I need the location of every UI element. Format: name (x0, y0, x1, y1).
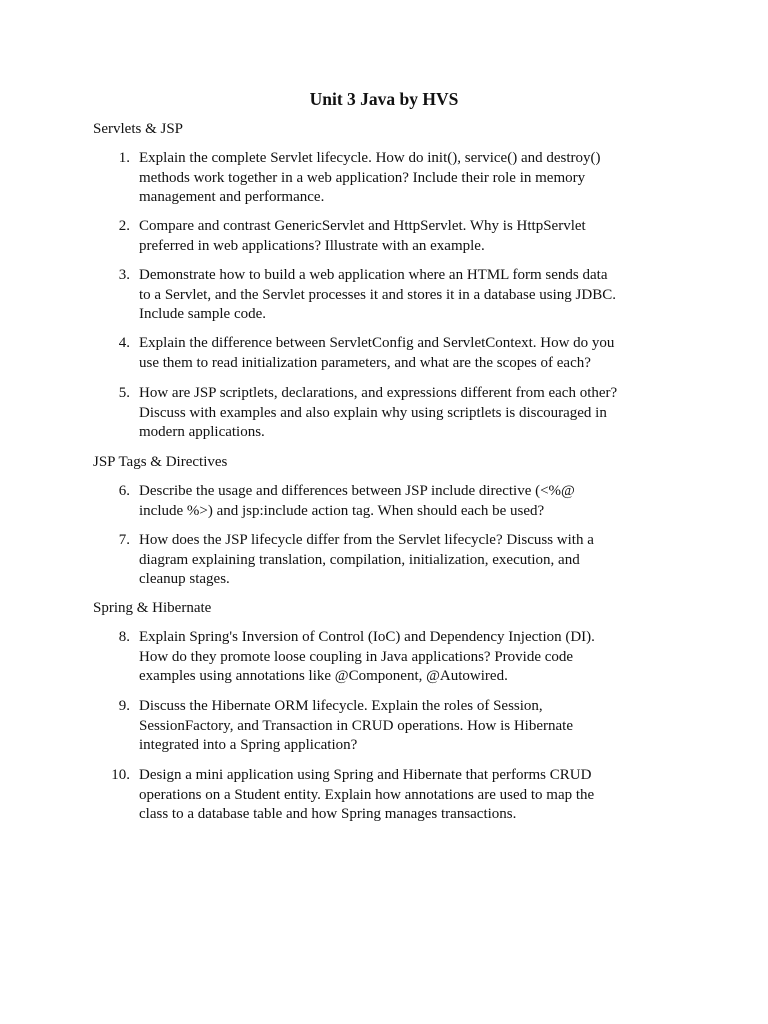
question-line: Include sample code. (139, 306, 267, 322)
question-number: 4. (118, 335, 130, 351)
question-number: 9. (118, 698, 130, 714)
question-line: Demonstrate how to build a web application where an HTML form sends data (139, 267, 608, 283)
question-text (139, 697, 684, 756)
question-line: include %>) and jsp:include action tag. When should each be used? (139, 502, 545, 519)
question-line: Compare and contrast GenericServlet and HttpServlet. Why is HttpServlet (139, 218, 586, 234)
question-line: Explain Spring's Inversion of Control (IoC) and Dependency Injection (DI). (139, 629, 595, 645)
question-text (139, 482, 684, 521)
question-line: class to a database table and how Spring manages transactions. (139, 806, 517, 822)
question-text (139, 334, 684, 373)
question-line: diagram explaining translation, compilation, initialization, execution, and (139, 551, 580, 568)
section-heading-servlets-jsp: Servlets & JSP (93, 121, 184, 137)
question-line: Discuss the Hibernate ORM lifecycle. Explain the roles of Session, (139, 698, 543, 714)
question-line: operations on a Student entity. Explain how annotations are used to map the (139, 786, 595, 803)
question-line: Describe the usage and differences between JSP include directive (<%@ (139, 483, 575, 499)
question-number: 8. (118, 629, 130, 645)
question-line: use them to read initialization parameters, and what are the scopes of each? (139, 354, 591, 371)
question-line: management and performance. (139, 189, 325, 205)
question-line: Explain the difference between ServletConfig and ServletContext. How do you (139, 335, 615, 351)
question-number: 2. (118, 218, 130, 234)
page-title: Unit 3 Java by HVS (309, 89, 459, 109)
question-number: 7. (118, 532, 130, 548)
question-line: Discuss with examples and also explain why using scriptlets is discouraged in (139, 404, 607, 421)
question-line: preferred in web applications? Illustrate with an example. (139, 237, 485, 254)
question-text (139, 766, 684, 825)
question-line: How are JSP scriptlets, declarations, and expressions different from each other? (139, 385, 618, 401)
question-line: cleanup stages. (139, 571, 230, 587)
question-text (139, 217, 684, 256)
question-text (139, 628, 684, 687)
question-text (139, 266, 684, 325)
question-number: 6. (118, 483, 130, 499)
question-line: Explain the complete Servlet lifecycle. How do init(), service() and destroy() (139, 150, 601, 166)
question-line: examples using annotations like @Component, @Autowired. (139, 668, 508, 684)
question-line: Design a mini application using Spring and Hibernate that performs CRUD (139, 767, 592, 783)
question-number: 3. (118, 267, 130, 283)
question-text (139, 149, 684, 208)
question-line: modern applications. (139, 424, 265, 440)
question-line: to a Servlet, and the Servlet processes it and stores it in a database using JDBC. (139, 286, 616, 303)
section-heading-jsp-tags: JSP Tags & Directives (93, 454, 228, 470)
question-line: methods work together in a web application? Include their role in memory (139, 169, 586, 186)
question-number: 5. (118, 385, 130, 401)
question-line: How do they promote loose coupling in Java applications? Provide code (139, 648, 574, 665)
question-text (139, 384, 684, 443)
question-number: 10. (111, 767, 130, 783)
section-heading-spring-hibernate: Spring & Hibernate (93, 600, 212, 616)
question-line: integrated into a Spring application? (139, 737, 358, 753)
question-text (139, 531, 684, 590)
question-line: SessionFactory, and Transaction in CRUD operations. How is Hibernate (139, 717, 573, 734)
question-line: How does the JSP lifecycle differ from the Servlet lifecycle? Discuss with a (139, 532, 594, 548)
question-number: 1. (118, 150, 130, 166)
